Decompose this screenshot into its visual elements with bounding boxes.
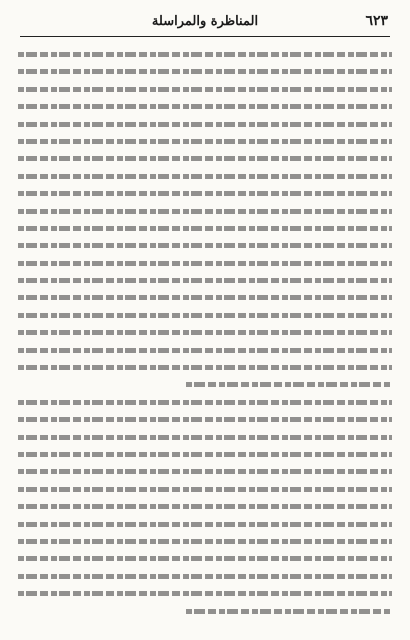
body-line [16, 96, 394, 113]
header-rule [20, 36, 390, 37]
body-line [16, 253, 394, 270]
body-line [16, 548, 394, 565]
body-line [16, 305, 394, 322]
body-line [16, 514, 394, 531]
body-line [16, 357, 394, 374]
body-line [16, 409, 394, 426]
body-line [16, 114, 394, 131]
body-line [16, 270, 394, 287]
page-number: ٦٢٣ [365, 13, 388, 29]
body-line [16, 427, 394, 444]
body-line [16, 235, 394, 252]
body-line [16, 183, 394, 200]
body-line [16, 218, 394, 235]
body-line [16, 61, 394, 78]
body-line [16, 201, 394, 218]
body-line [16, 166, 394, 183]
body-line [16, 461, 394, 478]
body-line [16, 601, 394, 618]
body-line [16, 496, 394, 513]
body-line [16, 340, 394, 357]
body-line [16, 566, 394, 583]
body-line [16, 444, 394, 461]
body-line [16, 131, 394, 148]
body-text [16, 44, 394, 626]
body-line [16, 322, 394, 339]
running-title: المناظرة والمراسلة [151, 13, 259, 29]
body-line [16, 583, 394, 600]
body-line [16, 479, 394, 496]
body-line [16, 392, 394, 409]
page-header [22, 10, 388, 32]
body-line [16, 79, 394, 96]
body-line [16, 374, 394, 391]
body-line [16, 531, 394, 548]
body-line [16, 44, 394, 61]
body-line [16, 148, 394, 165]
body-line [16, 287, 394, 304]
